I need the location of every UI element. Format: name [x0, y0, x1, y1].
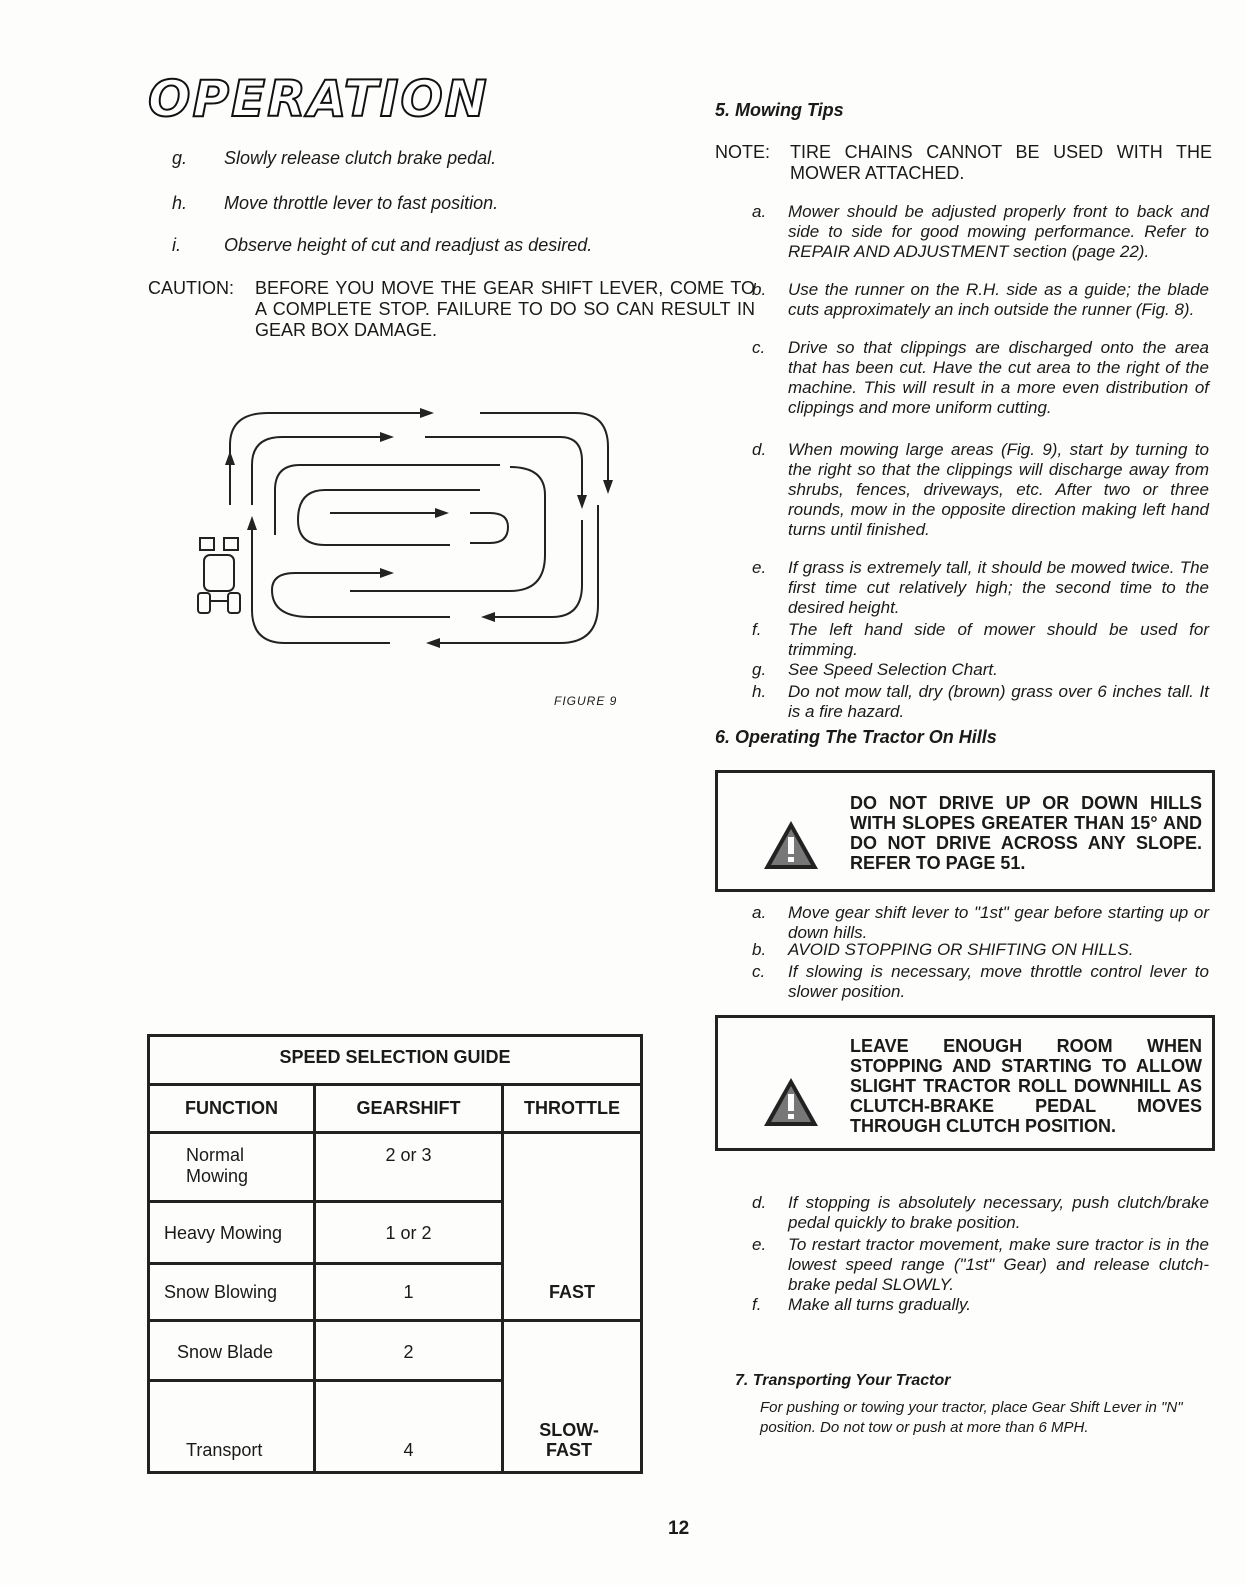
row-snow-blowing-gearshift: 1 — [403, 1282, 414, 1302]
row-normal-mowing-function: Normal Mowing — [186, 1145, 249, 1186]
figure-caption: FIGURE 9 — [554, 694, 618, 708]
section-7-heading: 7. Transporting Your Tractor — [735, 1372, 951, 1389]
row-snow-blade-function: Snow Blade — [177, 1342, 274, 1362]
section-5-heading: 5. Mowing Tips — [715, 100, 844, 120]
hill-warning-text: DO NOT DRIVE UP OR DOWN HILLS WITH SLOPES GREATER THAN 15° AND DO NOT DRIVE ACROSS ANY SLOPE. REFER TO PAGE 51. — [850, 793, 1202, 873]
mowing-pattern-diagram — [190, 395, 630, 660]
header-function: FUNCTION — [185, 1098, 278, 1118]
header-throttle: THROTTLE — [524, 1098, 620, 1118]
throttle-fast: FAST — [548, 1282, 595, 1302]
section-6-heading: 6. Operating The Tractor On Hills — [715, 727, 997, 747]
row-transport-gearshift: 4 — [403, 1440, 414, 1460]
throttle-slow-fast: SLOW-FAST — [539, 1420, 599, 1460]
rollback-warning-box — [715, 1015, 1215, 1151]
row-snow-blade-gearshift: 2 — [403, 1342, 414, 1362]
header-gearshift: GEARSHIFT — [356, 1098, 461, 1118]
warning-icon — [762, 1076, 820, 1128]
row-transport-function: Transport — [186, 1440, 263, 1460]
caution-label: CAUTION: — [148, 278, 235, 298]
row-normal-mowing-gearshift: 2 or 3 — [385, 1145, 432, 1165]
note-text: TIRE CHAINS CANNOT BE USED WITH THE MOWER ATTACHED. — [790, 142, 1212, 183]
rollback-warning-text: LEAVE ENOUGH ROOM WHEN STOPPING AND STARTING TO ALLOW SLIGHT TRACTOR ROLL DOWNHILL AS CLUTCH-BRAKE PEDAL MOVES THROUGH CLUTCH POSITION. — [850, 1036, 1202, 1136]
page-number: 12 — [668, 1518, 690, 1539]
row-snow-blowing-function: Snow Blowing — [164, 1282, 278, 1302]
row-heavy-mowing-gearshift: 1 or 2 — [385, 1223, 432, 1243]
speed-selection-table — [147, 1034, 643, 1474]
page-title: OPERATION — [148, 70, 489, 128]
hill-warning-box — [715, 770, 1215, 892]
section-7-text: For pushing or towing your tractor, place Gear Shift Lever in "N" position. Do not tow or push at more than 6 MPH. — [760, 1399, 1183, 1436]
caution-text: BEFORE YOU MOVE THE GEAR SHIFT LEVER, COME TO A COMPLETE STOP. FAILURE TO DO SO CAN RESULT IN GEAR BOX DAMAGE. — [255, 278, 755, 340]
table-title: SPEED SELECTION GUIDE — [279, 1047, 511, 1067]
note-label: NOTE: — [715, 142, 771, 162]
warning-icon — [762, 819, 820, 871]
row-heavy-mowing-function: Heavy Mowing — [164, 1223, 283, 1243]
